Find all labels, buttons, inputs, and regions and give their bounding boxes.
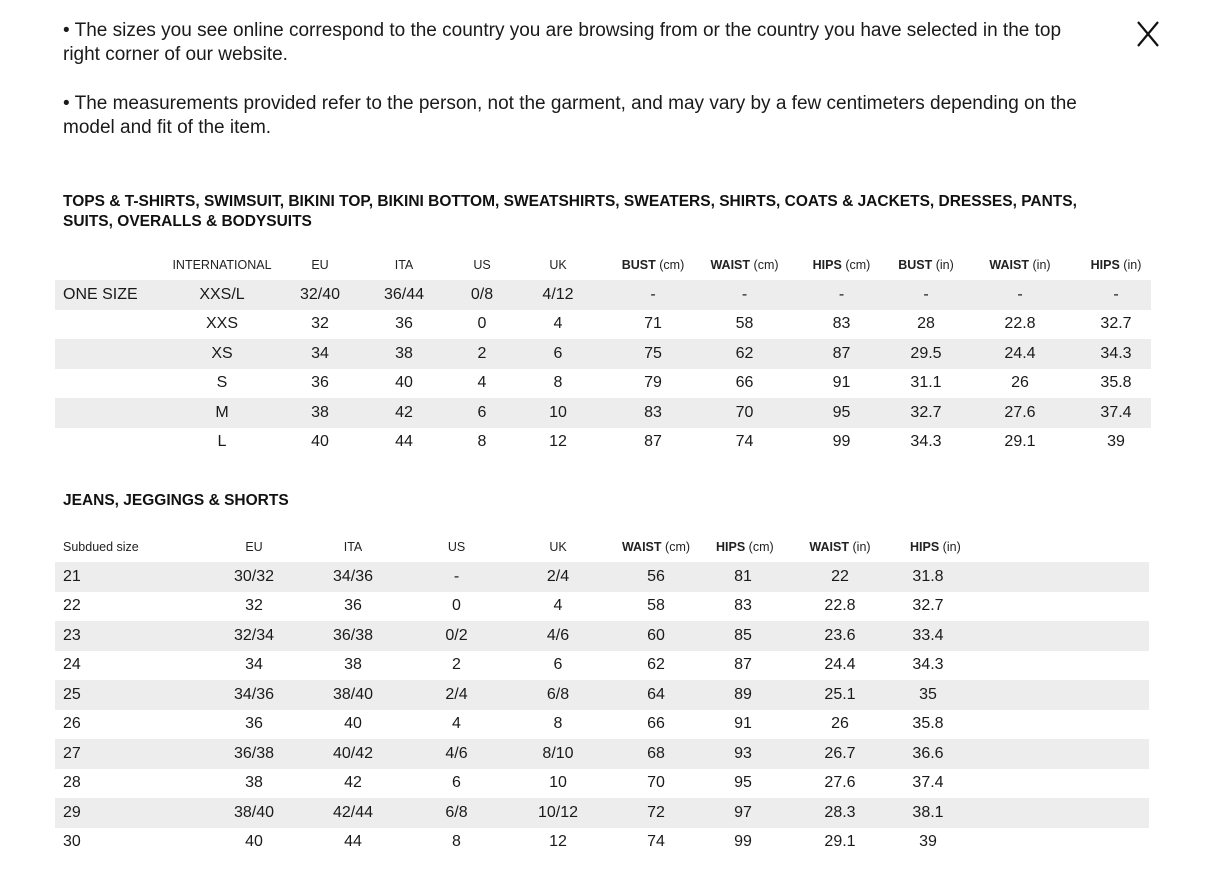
table-cell: S bbox=[216, 374, 228, 392]
table-cell: XXS/L bbox=[157, 280, 287, 310]
column-header-hips-cm bbox=[716, 532, 774, 562]
table-cell: 12 bbox=[549, 433, 567, 451]
table-cell: 64 bbox=[596, 680, 716, 710]
table-cell: 91 bbox=[832, 374, 851, 392]
table-cell bbox=[946, 710, 1149, 740]
table-cell: 28 bbox=[63, 774, 81, 792]
table-row bbox=[55, 680, 1149, 710]
table-cell: 22.8 bbox=[1004, 315, 1036, 333]
table-cell: 38 bbox=[353, 339, 455, 369]
table-cell bbox=[946, 651, 1149, 681]
table-cell: - bbox=[959, 280, 1081, 310]
column-header-label: WAIST bbox=[621, 540, 662, 554]
table-cell: 62 bbox=[699, 339, 790, 369]
table-cell: - bbox=[790, 280, 893, 310]
table-cell: 27.6 bbox=[959, 398, 1081, 428]
table-cell: 68 bbox=[596, 739, 716, 769]
table-cell: 10 bbox=[549, 774, 567, 792]
column-header-label: BUST bbox=[621, 258, 656, 272]
table-cell: 34/36 bbox=[313, 562, 393, 592]
table-row bbox=[55, 710, 1149, 740]
column-header-eu bbox=[195, 532, 313, 562]
table-cell: 66 bbox=[647, 715, 665, 733]
column-header-unit: (cm) bbox=[753, 258, 779, 272]
table-cell: 0 bbox=[477, 315, 487, 333]
table-cell: 2 bbox=[455, 339, 509, 369]
table-cell: 6 bbox=[509, 339, 607, 369]
column-header-label: HIPS bbox=[910, 540, 940, 554]
table-cell: 36 bbox=[395, 315, 413, 333]
column-header-label: HIPS bbox=[716, 540, 746, 554]
column-header-unit: (cm) bbox=[665, 540, 691, 554]
table-cell: ONE SIZE bbox=[55, 280, 157, 310]
table-cell: 89 bbox=[716, 680, 770, 710]
table-cell: 87 bbox=[790, 339, 893, 369]
table-cell: 23.6 bbox=[770, 621, 910, 651]
table-cell: 32.7 bbox=[893, 398, 959, 428]
table-row bbox=[55, 739, 1149, 769]
column-header-unit: (cm) bbox=[845, 258, 871, 272]
table-cell: 32.7 bbox=[1100, 315, 1132, 333]
table-cell: 34 bbox=[287, 339, 353, 369]
column-header-blank-9 bbox=[946, 532, 1149, 562]
table-cell: 2/4 bbox=[393, 680, 520, 710]
table-cell: 29.5 bbox=[893, 339, 959, 369]
column-header-label: INTERNATIONAL bbox=[172, 258, 272, 272]
table-cell: 34/36 bbox=[195, 680, 313, 710]
column-header-hips-in bbox=[1081, 250, 1151, 280]
table-cell: 31.8 bbox=[910, 562, 946, 592]
table-cell: 8 bbox=[553, 374, 563, 392]
table-row bbox=[55, 428, 1151, 458]
table-cell: - bbox=[393, 562, 520, 592]
table-cell: 30 bbox=[63, 833, 81, 851]
table-cell: 36.6 bbox=[910, 739, 946, 769]
table-cell bbox=[946, 798, 1149, 828]
table-cell: 32 bbox=[245, 597, 263, 615]
table-cell: 71 bbox=[644, 315, 662, 333]
table-cell: 39 bbox=[919, 833, 937, 851]
table-cell: 34.3 bbox=[912, 656, 944, 674]
table-row bbox=[55, 562, 1149, 592]
table-cell: 99 bbox=[832, 433, 851, 451]
table-cell bbox=[946, 769, 1149, 799]
table-cell: 30/32 bbox=[195, 562, 313, 592]
table-cell: M bbox=[157, 398, 287, 428]
table-cell: 60 bbox=[596, 621, 716, 651]
table-cell bbox=[946, 739, 1149, 769]
column-header-label: EU bbox=[311, 258, 329, 272]
column-header-label: WAIST bbox=[809, 540, 850, 554]
column-header-waist-cm bbox=[699, 250, 790, 280]
column-header-label: UK bbox=[549, 258, 567, 272]
table-cell: 36/38 bbox=[313, 621, 393, 651]
table-cell bbox=[55, 398, 157, 428]
table-cell: 39 bbox=[1107, 433, 1125, 451]
column-header-unit: (in) bbox=[942, 540, 961, 554]
table-cell: 32/40 bbox=[287, 280, 353, 310]
table-cell: 70 bbox=[647, 774, 665, 792]
table-cell bbox=[946, 621, 1149, 651]
table-cell: 26 bbox=[1011, 374, 1029, 392]
table-cell: 29 bbox=[55, 798, 195, 828]
table-cell bbox=[55, 339, 157, 369]
table-cell: 4 bbox=[452, 715, 461, 733]
column-header-hips-in bbox=[910, 532, 961, 562]
table-cell: 23 bbox=[55, 621, 195, 651]
table-cell: 26 bbox=[63, 715, 81, 733]
table-row bbox=[55, 592, 1149, 622]
column-header-label: BUST bbox=[898, 258, 933, 272]
table-cell: 66 bbox=[735, 374, 754, 392]
table-cell: 2/4 bbox=[520, 562, 596, 592]
table-cell: 22 bbox=[770, 562, 910, 592]
table-cell: 83 bbox=[607, 398, 699, 428]
table-cell: 26.7 bbox=[770, 739, 910, 769]
column-header-label: UK bbox=[549, 540, 567, 554]
table-cell: 28 bbox=[917, 315, 935, 333]
table-row bbox=[55, 769, 1149, 799]
column-header-subdued-size bbox=[55, 532, 195, 562]
column-header-unit: (in) bbox=[852, 540, 871, 554]
table-cell: 36/38 bbox=[195, 739, 313, 769]
table-cell: 83 bbox=[734, 597, 752, 615]
table-cell: L bbox=[217, 433, 227, 451]
table-cell: 38.1 bbox=[910, 798, 946, 828]
tops-section-title: TOPS & T-SHIRTS, SWIMSUIT, BIKINI TOP, BIKINI BOTTOM, SWEATSHIRTS, SWEATERS, SHIRTS, COATS & JACKETS, DRESSES, PANTS, SUITS, OVERALLS & BODYSUITS bbox=[63, 193, 1077, 230]
table-row bbox=[55, 369, 1151, 399]
table-cell: 81 bbox=[716, 562, 770, 592]
table-cell: 24 bbox=[63, 656, 81, 674]
jeans-size-table bbox=[55, 532, 1149, 857]
table-cell: 6/8 bbox=[393, 798, 520, 828]
table-cell: 28.3 bbox=[770, 798, 910, 828]
table-cell: 38 bbox=[344, 656, 362, 674]
table-row bbox=[55, 310, 1151, 340]
table-cell: 34 bbox=[245, 656, 263, 674]
table-cell: 22.8 bbox=[824, 597, 856, 615]
column-header-bust-in bbox=[893, 250, 959, 280]
column-header-ita bbox=[353, 250, 455, 280]
table-cell: 0 bbox=[452, 597, 461, 615]
column-header-unit: (cm) bbox=[748, 540, 774, 554]
table-cell: 85 bbox=[716, 621, 770, 651]
column-header-waist-in bbox=[959, 250, 1081, 280]
tops-size-table bbox=[55, 250, 1151, 457]
column-header-label: WAIST bbox=[710, 258, 751, 272]
column-header-hips-cm bbox=[790, 250, 893, 280]
table-cell: 40 bbox=[311, 433, 329, 451]
table-cell: 32 bbox=[311, 315, 329, 333]
table-cell: 87 bbox=[644, 433, 662, 451]
table-cell: 4 bbox=[477, 374, 487, 392]
table-cell bbox=[946, 562, 1149, 592]
column-header-blank-0 bbox=[55, 250, 157, 280]
table-cell: 10/12 bbox=[520, 798, 596, 828]
table-cell bbox=[946, 592, 1149, 622]
table-cell: 6 bbox=[553, 656, 563, 674]
table-cell: 87 bbox=[734, 656, 752, 674]
column-header-label: HIPS bbox=[1090, 258, 1120, 272]
table-cell: 8 bbox=[452, 833, 461, 851]
note-measurements: • The measurements provided refer to the person, not the garment, and may vary by a few centimeters depending on the model and fit of the item. bbox=[63, 93, 1077, 138]
table-cell: 27 bbox=[55, 739, 195, 769]
table-cell: 40/42 bbox=[313, 739, 393, 769]
table-cell: - bbox=[607, 280, 699, 310]
table-cell: 36 bbox=[245, 715, 263, 733]
table-cell: 32.7 bbox=[912, 597, 944, 615]
table-cell: 72 bbox=[596, 798, 716, 828]
table-cell: 62 bbox=[647, 656, 665, 674]
table-cell: 99 bbox=[734, 833, 752, 851]
table-cell: 58 bbox=[647, 597, 665, 615]
table-cell: XXS bbox=[205, 315, 238, 333]
column-header-eu bbox=[287, 250, 353, 280]
table-cell bbox=[55, 369, 157, 399]
table-cell: 29.1 bbox=[824, 833, 856, 851]
table-cell: 34.3 bbox=[1081, 339, 1151, 369]
table-cell: 36 bbox=[311, 374, 329, 392]
jeans-section-title: JEANS, JEGGINGS & SHORTS bbox=[63, 492, 289, 509]
table-cell: 4 bbox=[553, 315, 563, 333]
table-cell: 40 bbox=[395, 374, 413, 392]
table-row bbox=[55, 798, 1149, 828]
column-header-label: Subdued size bbox=[63, 540, 139, 554]
table-cell: 83 bbox=[832, 315, 851, 333]
table-cell: 4/12 bbox=[509, 280, 607, 310]
table-cell: 36 bbox=[344, 597, 362, 615]
table-cell: 91 bbox=[734, 715, 752, 733]
column-header-label: ITA bbox=[394, 258, 414, 272]
table-cell: 2 bbox=[452, 656, 461, 674]
column-header-label: HIPS bbox=[812, 258, 842, 272]
table-cell: 44 bbox=[344, 833, 362, 851]
column-header-waist-cm bbox=[596, 532, 716, 562]
table-cell: 74 bbox=[647, 833, 665, 851]
table-cell bbox=[55, 428, 157, 458]
table-row bbox=[55, 339, 1151, 369]
table-cell: 32/34 bbox=[195, 621, 313, 651]
table-cell: 38 bbox=[245, 774, 263, 792]
table-cell: 25 bbox=[55, 680, 195, 710]
note-sizes-country: • The sizes you see online correspond to the country you are browsing from or the country you have selected in the top right corner of our website. bbox=[63, 20, 1062, 65]
table-cell: - bbox=[893, 280, 959, 310]
table-cell: 70 bbox=[699, 398, 790, 428]
column-header-label: ITA bbox=[343, 540, 363, 554]
table-cell: 6/8 bbox=[520, 680, 596, 710]
column-header-international bbox=[157, 250, 287, 280]
table-cell: 24.4 bbox=[824, 656, 856, 674]
table-cell: 10 bbox=[509, 398, 607, 428]
table-cell: 4/6 bbox=[393, 739, 520, 769]
table-cell: 6 bbox=[455, 398, 509, 428]
table-cell: 75 bbox=[607, 339, 699, 369]
table-cell: 74 bbox=[735, 433, 754, 451]
table-cell: 27.6 bbox=[824, 774, 856, 792]
table-cell bbox=[946, 680, 1149, 710]
table-cell: 26 bbox=[831, 715, 849, 733]
table-cell: 37.4 bbox=[1081, 398, 1151, 428]
table-cell: 35 bbox=[910, 680, 946, 710]
table-cell: 79 bbox=[644, 374, 662, 392]
column-header-uk bbox=[520, 532, 596, 562]
table-row bbox=[55, 828, 1149, 858]
table-cell: 24.4 bbox=[959, 339, 1081, 369]
column-header-waist-in bbox=[770, 532, 910, 562]
table-cell: 42 bbox=[344, 774, 362, 792]
table-cell: 38/40 bbox=[313, 680, 393, 710]
table-cell: 44 bbox=[395, 433, 413, 451]
table-cell: 42 bbox=[353, 398, 455, 428]
table-cell: 95 bbox=[734, 774, 752, 792]
table-cell: 56 bbox=[596, 562, 716, 592]
close-button[interactable] bbox=[1130, 16, 1166, 52]
table-cell: 8/10 bbox=[520, 739, 596, 769]
table-cell: - bbox=[1081, 280, 1151, 310]
table-cell: 38/40 bbox=[195, 798, 313, 828]
table-cell: 0/2 bbox=[393, 621, 520, 651]
column-header-label: US bbox=[447, 540, 466, 554]
close-icon bbox=[1130, 16, 1166, 52]
table-cell: 38 bbox=[287, 398, 353, 428]
table-cell: 36/44 bbox=[353, 280, 455, 310]
table-cell: 97 bbox=[716, 798, 770, 828]
table-cell: 25.1 bbox=[770, 680, 910, 710]
table-cell: 40 bbox=[344, 715, 362, 733]
table-cell: 29.1 bbox=[1004, 433, 1036, 451]
table-cell: 4 bbox=[553, 597, 563, 615]
table-cell: 40 bbox=[245, 833, 263, 851]
column-header-uk bbox=[509, 250, 607, 280]
table-cell: 22 bbox=[63, 597, 81, 615]
table-cell: 33.4 bbox=[910, 621, 946, 651]
column-header-label: EU bbox=[245, 540, 263, 554]
table-row bbox=[55, 621, 1149, 651]
column-header-unit: (cm) bbox=[659, 258, 685, 272]
table-row bbox=[55, 280, 1151, 310]
table-row bbox=[55, 398, 1151, 428]
table-cell: 37.4 bbox=[912, 774, 944, 792]
table-row bbox=[55, 651, 1149, 681]
table-cell bbox=[946, 828, 1149, 858]
table-cell: 4/6 bbox=[520, 621, 596, 651]
table-cell: 12 bbox=[549, 833, 567, 851]
column-header-label: US bbox=[473, 258, 491, 272]
table-cell: 35.8 bbox=[912, 715, 944, 733]
table-cell: 31.1 bbox=[910, 374, 942, 392]
column-header-ita bbox=[313, 532, 393, 562]
column-header-us bbox=[393, 532, 520, 562]
table-cell: 6 bbox=[452, 774, 461, 792]
column-header-label: WAIST bbox=[989, 258, 1030, 272]
table-cell: - bbox=[699, 280, 790, 310]
table-cell: 8 bbox=[553, 715, 563, 733]
table-cell: 8 bbox=[477, 433, 487, 451]
table-cell: 95 bbox=[790, 398, 893, 428]
column-header-unit: (in) bbox=[1123, 258, 1142, 272]
table-cell: 93 bbox=[716, 739, 770, 769]
column-header-unit: (in) bbox=[1032, 258, 1051, 272]
table-cell: XS bbox=[157, 339, 287, 369]
table-cell: 35.8 bbox=[1100, 374, 1132, 392]
column-header-us bbox=[455, 250, 509, 280]
table-cell: 21 bbox=[55, 562, 195, 592]
column-header-unit: (in) bbox=[935, 258, 954, 272]
table-cell bbox=[55, 310, 157, 340]
table-cell: 0/8 bbox=[455, 280, 509, 310]
table-cell: 58 bbox=[735, 315, 754, 333]
column-header-bust-cm bbox=[607, 250, 699, 280]
table-cell: 42/44 bbox=[313, 798, 393, 828]
table-cell: 34.3 bbox=[910, 433, 942, 451]
